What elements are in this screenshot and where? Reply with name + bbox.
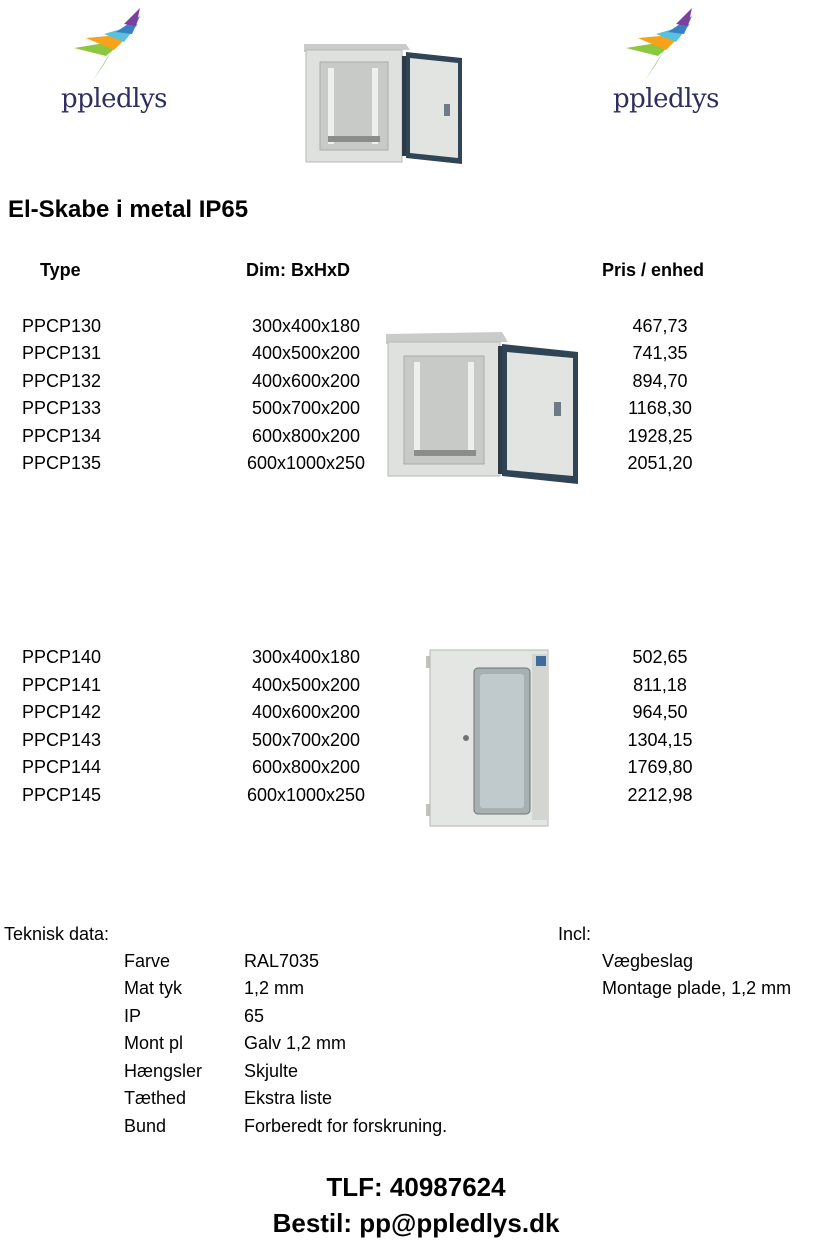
incl-heading: Incl: xyxy=(558,924,592,944)
product-price: 2212,98 xyxy=(627,785,693,805)
tech-data-heading: Teknisk data: xyxy=(4,924,110,944)
spec-value: RAL7035 xyxy=(244,951,320,971)
product-dim: 600x1000x250 xyxy=(246,453,366,473)
product-type: PPCP135 xyxy=(22,453,102,473)
product-type: PPCP131 xyxy=(22,343,102,363)
spec-value: Ekstra liste xyxy=(244,1088,333,1108)
product-price: 741,35 xyxy=(632,343,688,363)
product-row xyxy=(0,730,832,758)
product-dim: 600x800x200 xyxy=(251,757,361,777)
spec-label: Bund xyxy=(124,1116,167,1136)
product-dim: 300x400x180 xyxy=(251,316,361,336)
product-type: PPCP140 xyxy=(22,647,102,667)
product-price: 1304,15 xyxy=(627,730,693,750)
logo-arrows-icon xyxy=(54,4,174,88)
product-price: 811,18 xyxy=(633,675,687,695)
header-type: Type xyxy=(40,260,81,280)
product-type: PPCP145 xyxy=(22,785,102,805)
product-price: 467,73 xyxy=(632,316,688,336)
product-row xyxy=(0,647,832,675)
product-dim: 400x600x200 xyxy=(251,371,361,391)
logo-text: ppledlys xyxy=(613,84,719,114)
product-type: PPCP130 xyxy=(22,316,102,336)
incl-item: Vægbeslag xyxy=(602,951,694,971)
cabinet-open-image xyxy=(382,330,582,486)
spec-value: Skjulte xyxy=(244,1061,299,1081)
product-type: PPCP142 xyxy=(22,702,102,722)
product-price: 894,70 xyxy=(632,371,688,391)
product-type: PPCP133 xyxy=(22,398,102,418)
product-price: 1769,80 xyxy=(627,757,693,777)
cabinet-open-image-top xyxy=(298,38,468,170)
spec-value: 1,2 mm xyxy=(244,978,305,998)
header-dim: Dim: BxHxD xyxy=(246,260,351,280)
product-price: 964,50 xyxy=(632,702,688,722)
product-dim: 400x500x200 xyxy=(251,675,361,695)
product-dim: 500x700x200 xyxy=(251,730,361,750)
cabinet-glass-door-image xyxy=(422,648,554,832)
product-row xyxy=(0,702,832,730)
product-dim: 600x1000x250 xyxy=(246,785,366,805)
logo-text: ppledlys xyxy=(61,84,167,114)
logo-right xyxy=(606,4,726,114)
footer-phone: TLF: 40987624 xyxy=(326,1172,506,1202)
product-type: PPCP144 xyxy=(22,757,102,777)
product-type: PPCP143 xyxy=(22,730,102,750)
spec-value: Forberedt for forskruning. xyxy=(244,1116,448,1136)
spec-label: Mat tyk xyxy=(124,978,183,998)
product-row xyxy=(0,785,832,813)
spec-label: Mont pl xyxy=(124,1033,184,1053)
spec-label: Tæthed xyxy=(124,1088,187,1108)
product-price: 1928,25 xyxy=(627,426,693,446)
logo-left xyxy=(54,4,174,114)
spec-label: Hængsler xyxy=(124,1061,203,1081)
product-row xyxy=(0,675,832,703)
product-dim: 300x400x180 xyxy=(251,647,361,667)
page-title: El-Skabe i metal IP65 xyxy=(8,196,249,223)
product-type: PPCP134 xyxy=(22,426,102,446)
product-dim: 400x600x200 xyxy=(251,702,361,722)
product-dim: 400x500x200 xyxy=(251,343,361,363)
product-price: 1168,30 xyxy=(628,398,692,418)
product-price: 502,65 xyxy=(632,647,688,667)
footer-order-email[interactable]: Bestil: pp@ppledlys.dk xyxy=(272,1208,560,1238)
logo-arrows-icon xyxy=(606,4,726,88)
spec-value: Galv 1,2 mm xyxy=(244,1033,347,1053)
spec-value: 65 xyxy=(244,1006,265,1026)
product-dim: 500x700x200 xyxy=(251,398,361,418)
product-type: PPCP132 xyxy=(22,371,102,391)
spec-label: Farve xyxy=(124,951,171,971)
product-type: PPCP141 xyxy=(22,675,102,695)
product-dim: 600x800x200 xyxy=(251,426,361,446)
spec-label: IP xyxy=(124,1006,142,1026)
product-row xyxy=(0,757,832,785)
product-price: 2051,20 xyxy=(627,453,693,473)
header-price: Pris / enhed xyxy=(602,260,705,280)
incl-item: Montage plade, 1,2 mm xyxy=(602,978,792,998)
